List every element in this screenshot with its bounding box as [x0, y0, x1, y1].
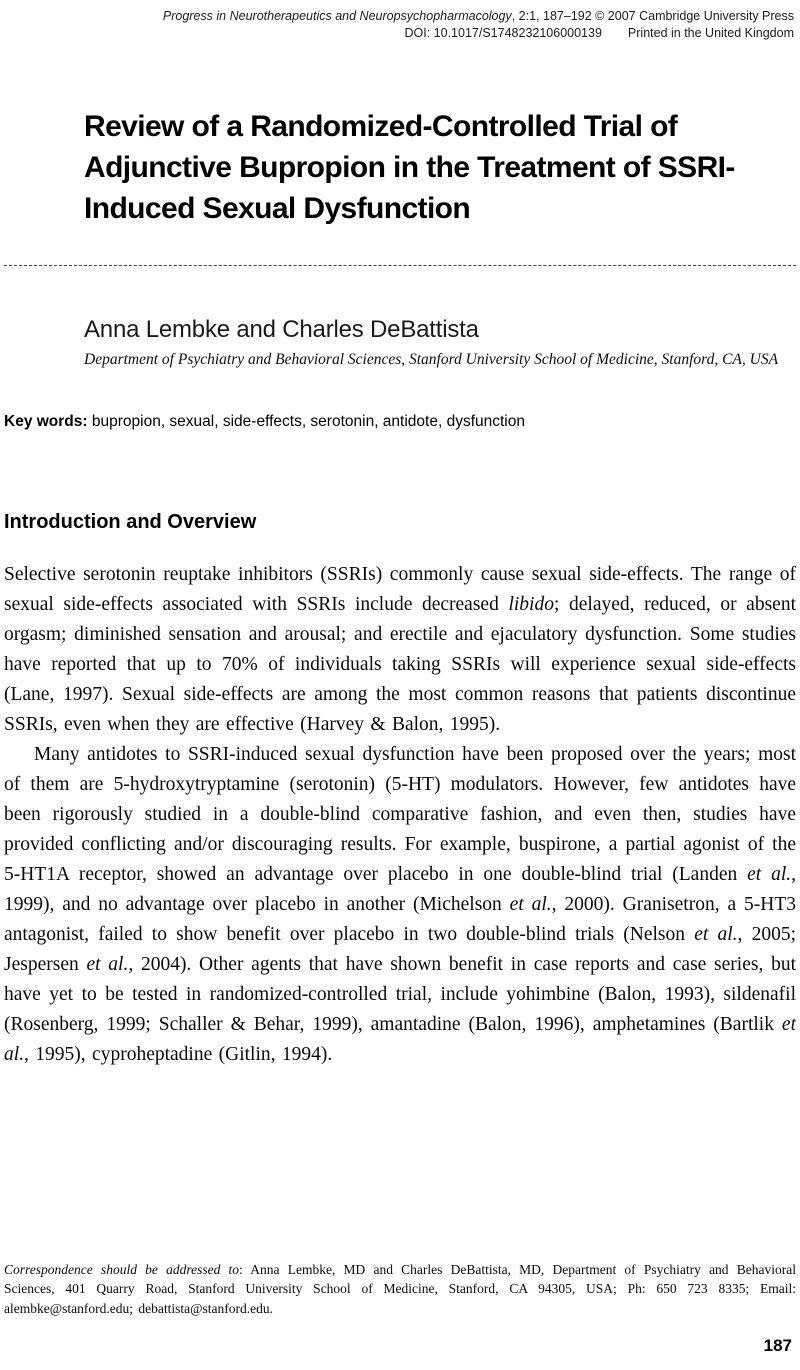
- article-body: [4, 534, 796, 1070]
- author-names: Anna Lembke and Charles DeBattista: [84, 316, 479, 343]
- keywords-line: [4, 413, 796, 431]
- article-title: Review of a Randomized-Controlled Trial of Adjunctive Bupropion in the Treatment of SSRI-Induced Sexual Dysfunction: [84, 110, 735, 225]
- journal-header: [4, 8, 796, 42]
- printed-in-text: Printed in the United Kingdom: [627, 26, 794, 40]
- keywords-list: bupropion, sexual, side-effects, serotonin, antidote, dysfunction: [87, 413, 525, 430]
- author-affiliation: Department of Psychiatry and Behavioral Sciences, Stanford University School of Medicine, Stanford, CA, USA: [84, 351, 779, 368]
- correspondence-note: Correspondence should be addressed to: Anna Lembke, MD and Charles DeBattista, MD, Department of Psychiatry and Behavioral Sciences, 401 Quarry Road, Stanford University School of Medicine, Stanford, CA 94305, USA; Ph: 650 723 8335; Email: alembke@stanford.edu; debattista@stanford.edu.: [4, 1261, 796, 1316]
- page-footer: [4, 1260, 796, 1370]
- journal-header-line2: [4, 25, 794, 42]
- body-paragraph-2: Many antidotes to SSRI-induced sexual dysfunction have been proposed over the years; most of them are 5-hydroxytryptamine (serotonin) (5-HT) modulators. However, few antidotes have been rigorously studied in a double-blind comparative fashion, and even then, studies have provided conflicting and/or discouraging results. For example, buspirone, a partial agonist of the 5-HT1A receptor, showed an advantage over placebo in one double-blind trial (Landen et al., 1999), and no advantage over placebo in another (Michelson et al., 2000). Granisetron, a 5-HT3 antagonist, failed to show benefit over placebo in two double-blind trials (Nelson et al., 2005; Jespersen et al., 2004). Other agents that have shown benefit in case reports and case series, but have yet to be tested in randomized-controlled trial, include yohimbine (Balon, 1993), sildenafil (Rosenberg, 1999; Schaller & Behar, 1999), amantadine (Balon, 1996), amphetamines (Bartlik et al., 1995), cyproheptadine (Gitlin, 1994).: [4, 744, 796, 1065]
- dashed-divider: [4, 265, 796, 266]
- doi-text: DOI: 10.1017/S1748232106000139: [404, 26, 602, 40]
- journal-header-line1: Progress in Neurotherapeutics and Neuropsychopharmacology, 2:1, 187–192 © 2007 Cambridge University Press: [162, 9, 794, 23]
- keywords-label: Key words:: [4, 413, 88, 430]
- section-heading-introduction: Introduction and Overview: [4, 511, 257, 533]
- page-number: 187: [763, 1336, 792, 1355]
- body-paragraph-1: Selective serotonin reuptake inhibitors (SSRIs) commonly cause sexual side-effects. The range of sexual side-effects associated with SSRIs include decreased libido; delayed, reduced, or absent orgasm; diminished sensation and arousal; and erectile and ejaculatory dysfunction. Some studies have reported that up to 70% of individuals taking SSRIs will experience sexual side-effects (Lane, 1997). Sexual side-effects are among the most common reasons that patients discontinue SSRIs, even when they are effective (Harvey & Balon, 1995).: [4, 564, 796, 735]
